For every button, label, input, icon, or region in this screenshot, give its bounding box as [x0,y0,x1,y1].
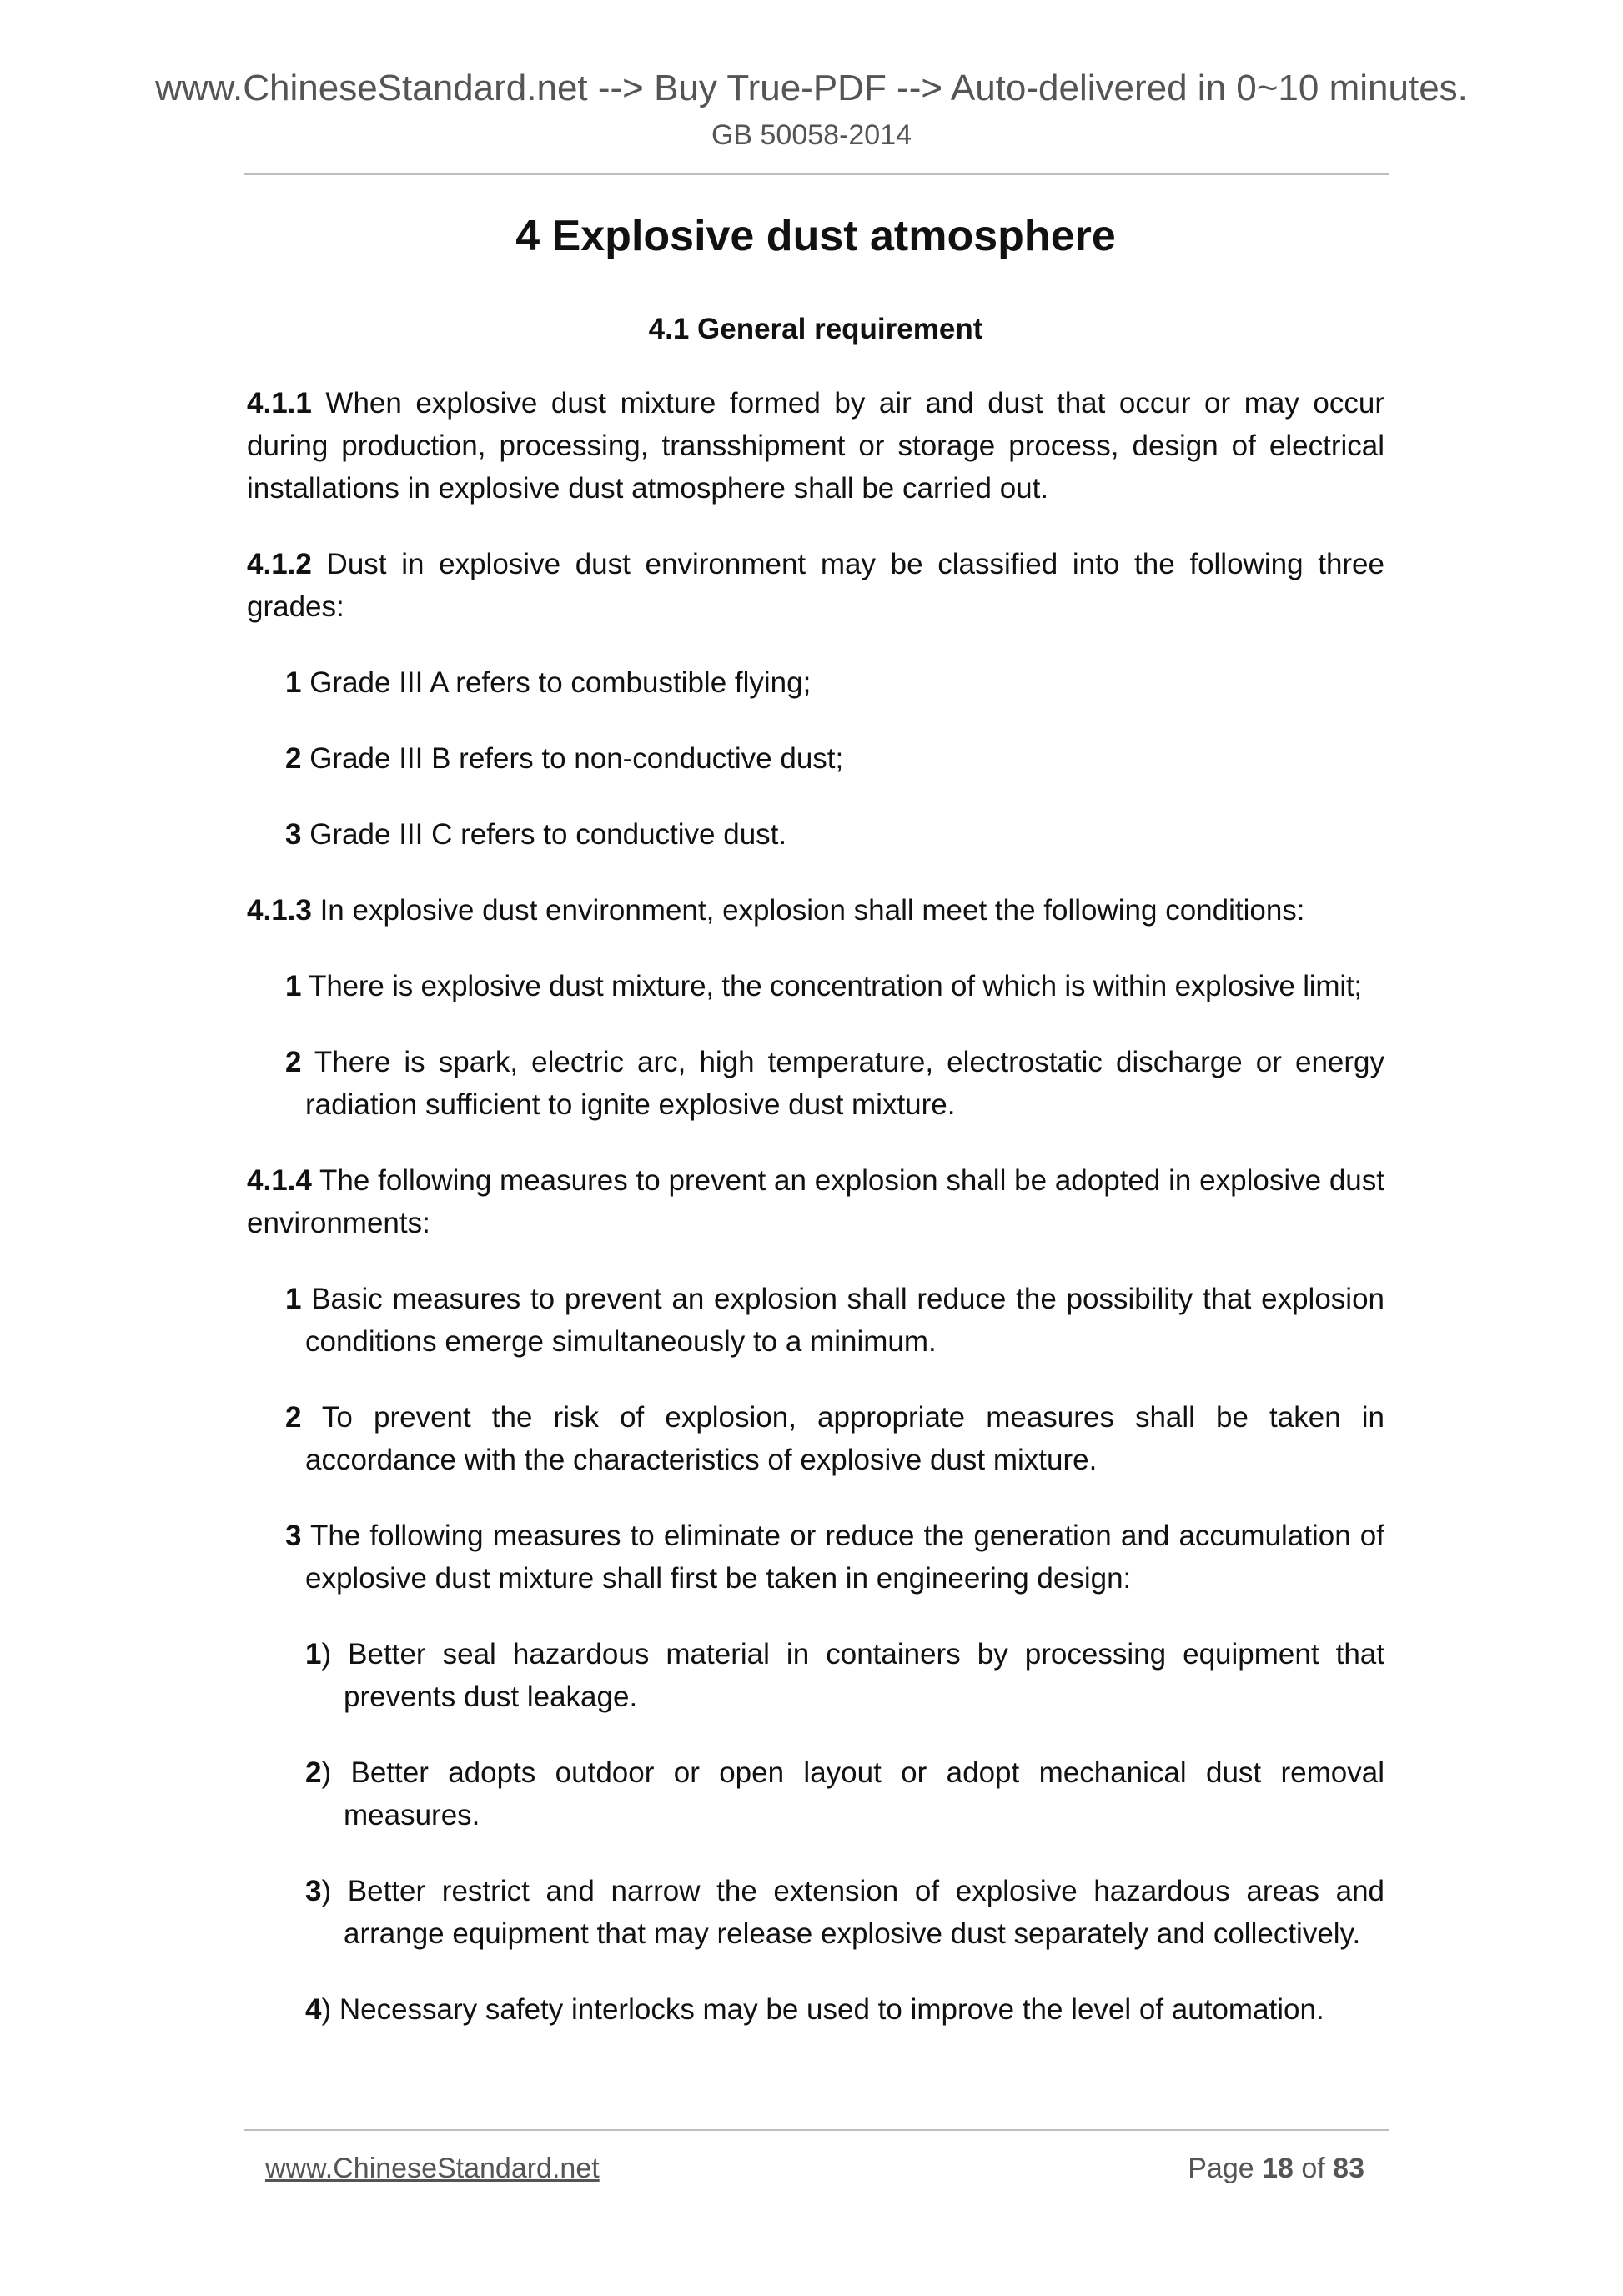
item-number: 2 [285,1401,302,1434]
subitem-number: 2 [305,1756,322,1789]
subitem-number: 3 [305,1875,322,1907]
item-number: 2 [285,742,302,775]
page-number [1188,2150,1364,2187]
page-prefix: Page [1188,2153,1263,2184]
list-item [285,1278,1384,1363]
item-number: 1 [285,970,302,1002]
clause-text: Dust in explosive dust environment may be classified into the following three grades: [247,548,1384,623]
subitem-number: 1 [305,1638,322,1671]
list-item [285,965,1384,1007]
item-text: There is explosive dust mixture, the concentration of which is within explosive limit; [301,970,1362,1002]
clause-text: In explosive dust environment, explosion shall meet the following conditions: [311,894,1305,927]
item-number: 2 [285,1046,302,1078]
footer-website-link[interactable]: www.ChineseStandard.net [265,2153,600,2184]
subitem-number: 4 [305,1993,322,2026]
item-text: To prevent the risk of explosion, appropriate measures shall be taken in accordance with the characteristics of explosive dust mixture. [301,1401,1384,1476]
clause-4-1-2 [247,543,1384,628]
item-number: 1 [285,1283,302,1315]
list-item [285,813,1384,856]
item-text: Grade III A refers to combustible flying; [301,666,812,699]
footer-divider [244,2129,1389,2131]
header-banner: www.ChineseStandard.net --> Buy True-PDF --> Auto-delivered in 0~10 minutes. [155,68,1468,108]
item-number: 1 [285,666,302,699]
item-text: Grade III B refers to non-conductive dust; [301,742,844,775]
subitem-text: ) Better seal hazardous material in containers by processing equipment that prevents dust leakage. [321,1638,1384,1713]
clause-number: 4.1.1 [247,387,312,420]
clause-4-1-1 [247,382,1384,510]
list-item [285,1396,1384,1481]
page-content [247,208,1384,2064]
list-item [285,1041,1384,1126]
item-number: 3 [285,1520,302,1552]
clause-text: The following measures to prevent an explosion shall be adopted in explosive dust environments: [247,1164,1384,1239]
page-total: 83 [1333,2153,1364,2184]
chapter-title: 4 Explosive dust atmosphere [515,212,1116,260]
sub-list-item [305,1988,1384,2031]
item-text: The following measures to eliminate or reduce the generation and accumulation of explosive dust mixture shall first be taken in engineering design: [301,1520,1384,1595]
item-number: 3 [285,818,302,851]
item-text: There is spark, electric arc, high temperature, electrostatic discharge or energy radiation sufficient to ignite explosive dust mixture. [301,1046,1384,1121]
subitem-text: ) Necessary safety interlocks may be used to improve the level of automation. [321,1993,1324,2026]
list-item [285,661,1384,704]
clause-4-1-4 [247,1159,1384,1244]
clause-number: 4.1.4 [247,1164,312,1197]
header-divider [244,173,1389,175]
sub-list-item [305,1870,1384,1955]
subitem-text: ) Better restrict and narrow the extension of explosive hazardous areas and arrange equipment that may release explosive dust separately and collectively. [321,1875,1384,1950]
clause-4-1-3 [247,889,1384,932]
sub-list-item [305,1751,1384,1836]
clause-number: 4.1.2 [247,548,312,580]
list-item [285,737,1384,780]
item-text: Basic measures to prevent an explosion shall reduce the possibility that explosion conditions emerge simultaneously to a minimum. [301,1283,1384,1358]
list-item [285,1515,1384,1600]
sub-list-item [305,1633,1384,1718]
page-of: of [1293,2153,1334,2184]
page-current: 18 [1262,2153,1294,2184]
clause-text: When explosive dust mixture formed by air and dust that occur or may occur during production, processing, transshipment or storage process, design of electrical installations in explosive dust atmosphere shall be carried out. [247,387,1384,505]
section-title: 4.1 General requirement [648,313,983,345]
clause-number: 4.1.3 [247,894,312,927]
subitem-text: ) Better adopts outdoor or open layout or adopt mechanical dust removal measures. [321,1756,1384,1831]
standard-code: GB 50058-2014 [711,119,912,151]
item-text: Grade III C refers to conductive dust. [301,818,787,851]
